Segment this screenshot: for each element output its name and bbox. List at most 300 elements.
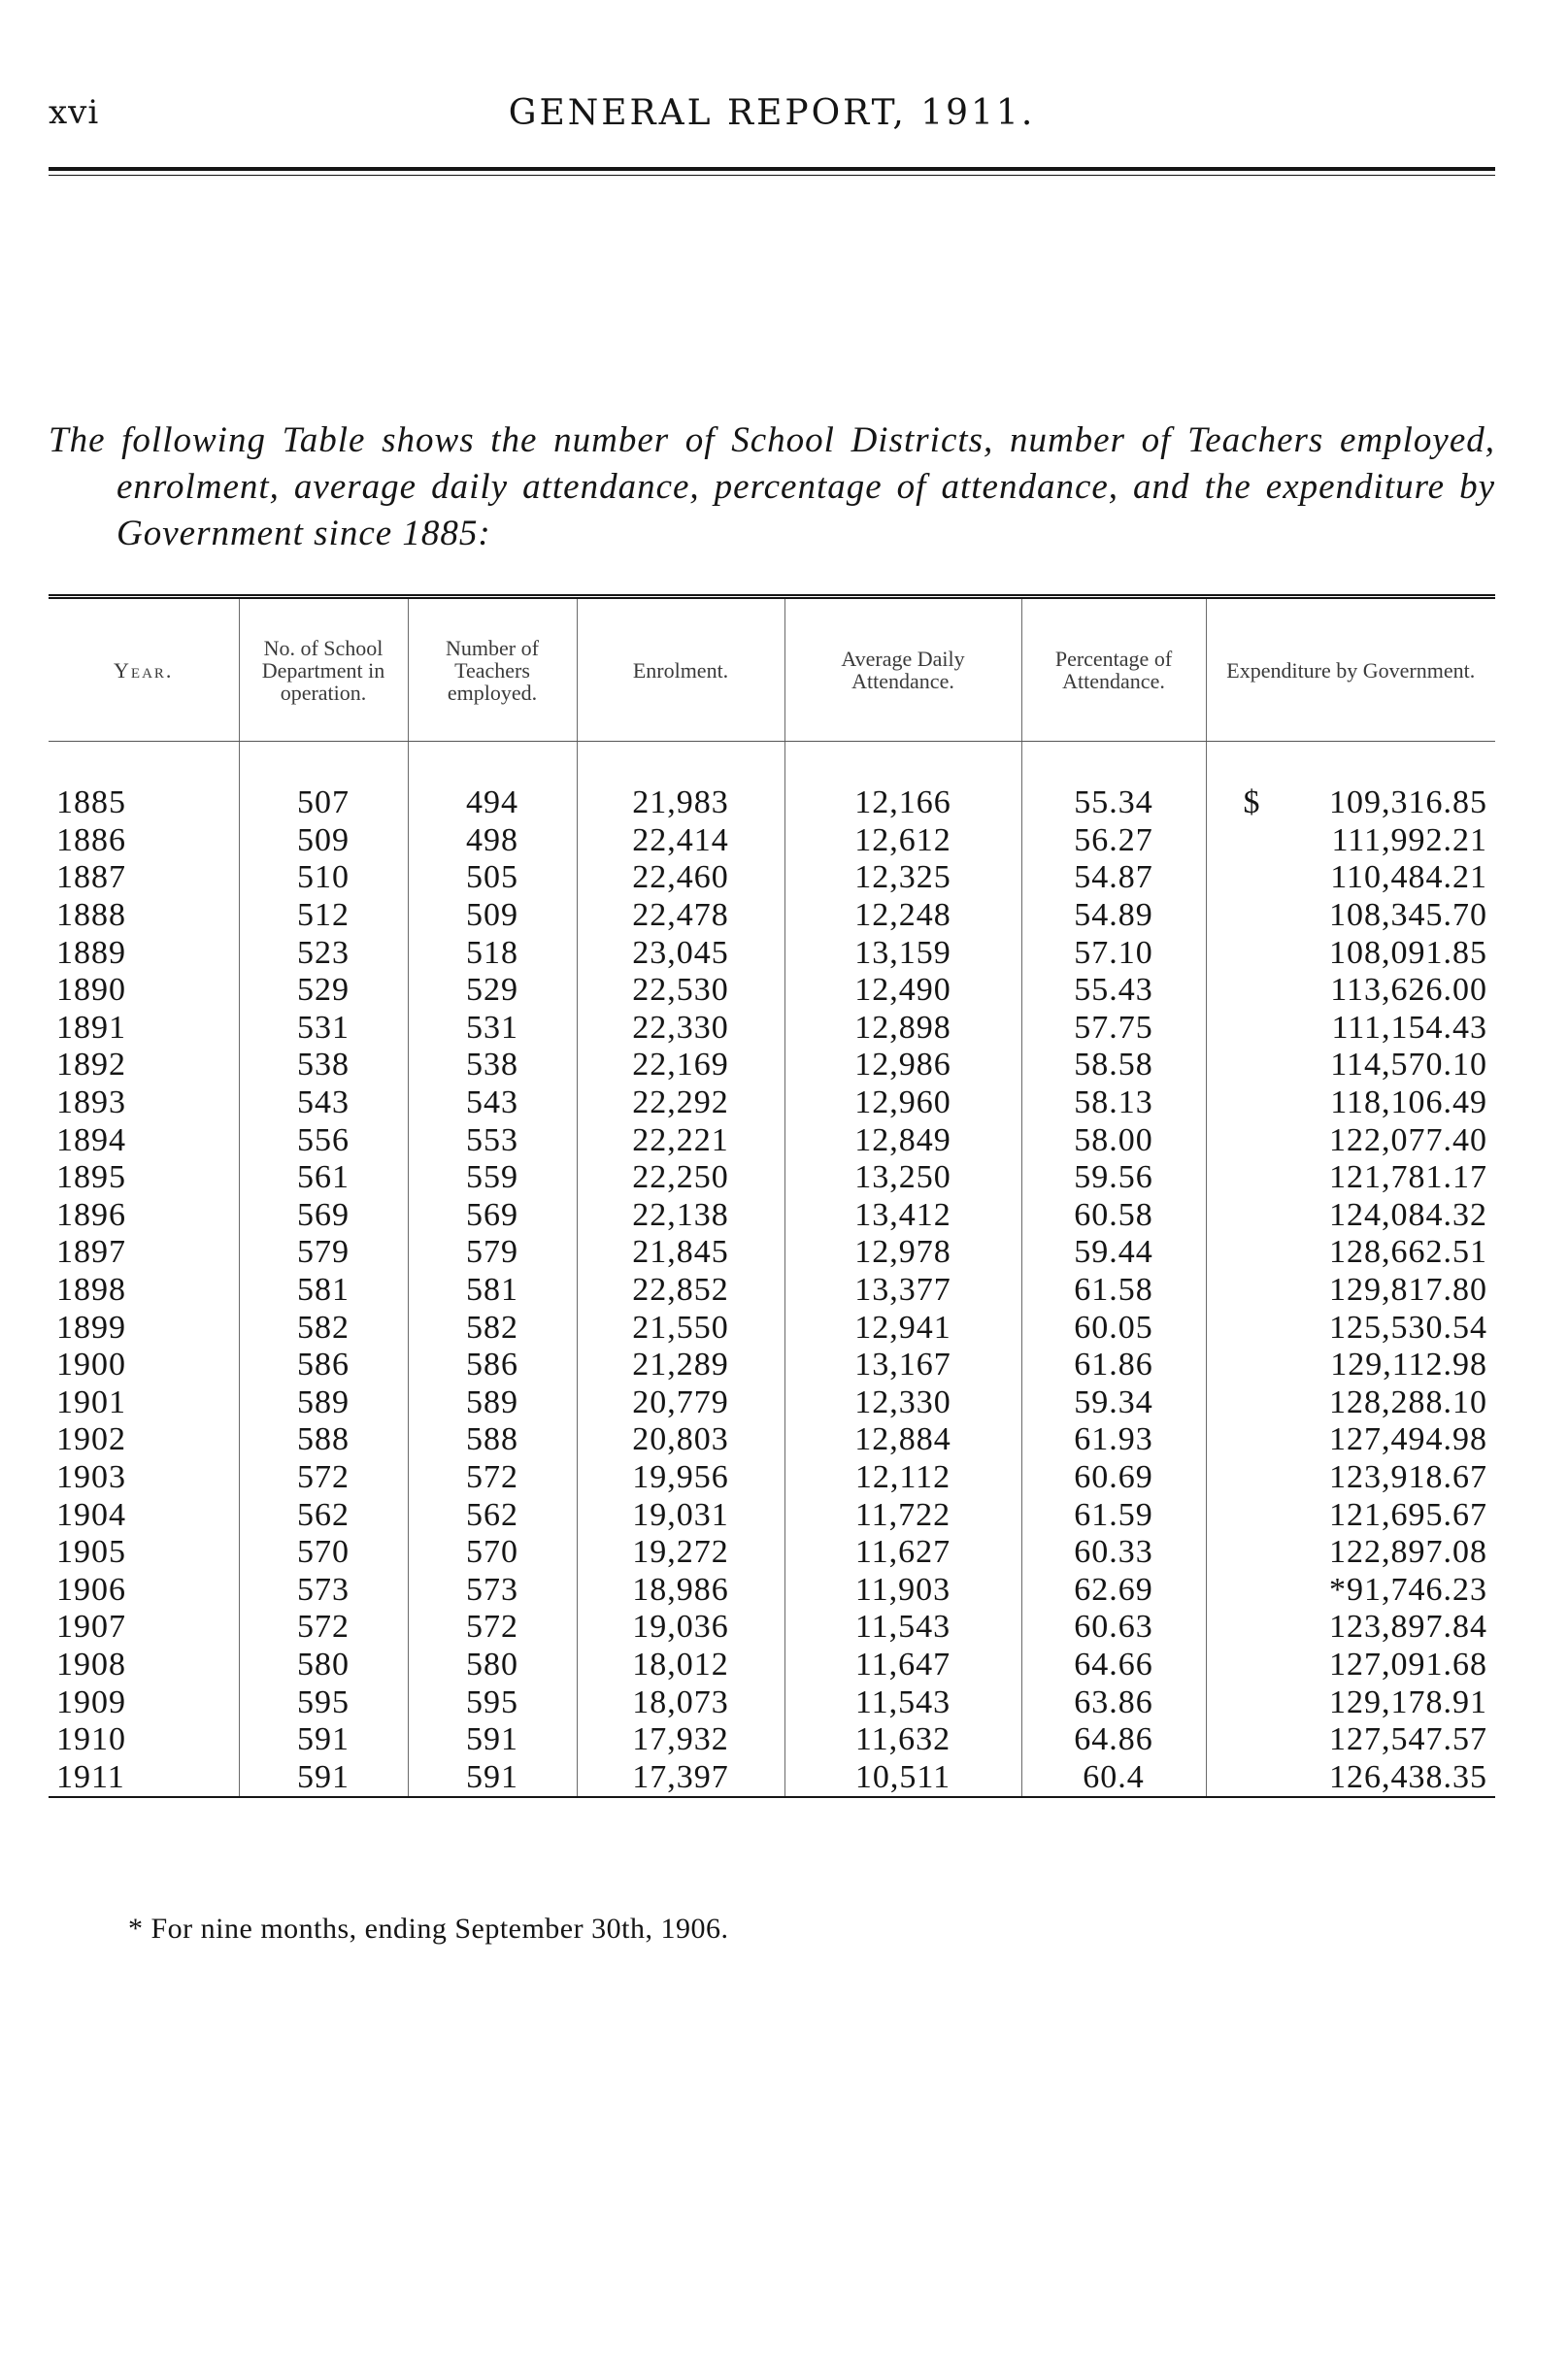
table-row: [49, 1272, 1495, 1310]
cell-departments: [239, 1758, 408, 1797]
cell-attendance: [784, 822, 1021, 860]
cell-value: 21,550: [632, 1309, 729, 1346]
cell-departments: [239, 1234, 408, 1272]
cell-value: 1902: [56, 1421, 126, 1458]
cell-value: 54.89: [1074, 897, 1153, 934]
cell-percentage: [1021, 897, 1206, 935]
cell-percentage: [1021, 1758, 1206, 1797]
cell-value: 17,397: [632, 1758, 729, 1795]
cell-enrolment: [577, 1384, 784, 1422]
cell-teachers: [408, 1347, 577, 1384]
cell-expenditure: [1206, 822, 1495, 860]
cell-value: 60.4: [1083, 1758, 1145, 1795]
cell-value: 11,647: [854, 1646, 951, 1683]
cell-value: 579: [466, 1234, 518, 1271]
cell-value: 1900: [56, 1347, 126, 1383]
cell-value: 63.86: [1074, 1683, 1153, 1720]
cell-value: 64.66: [1074, 1646, 1153, 1683]
cell-year: [49, 1496, 239, 1534]
cell-teachers: [408, 972, 577, 1010]
cell-value: 581: [297, 1272, 350, 1309]
table-row: [49, 1647, 1495, 1684]
cell-enrolment: [577, 1496, 784, 1534]
cell-value: 1889: [56, 934, 126, 971]
cell-value: 538: [297, 1047, 350, 1083]
cell-attendance: [784, 897, 1021, 935]
cell-departments: [239, 1010, 408, 1048]
cell-value: 19,036: [632, 1609, 729, 1646]
cell-value: 1903: [56, 1458, 126, 1495]
cell-value: 18,012: [632, 1646, 729, 1683]
cell-value: 1895: [56, 1159, 126, 1196]
cell-value: 562: [297, 1496, 350, 1533]
cell-percentage: [1021, 1084, 1206, 1122]
cell-value: 122,897.08: [1329, 1534, 1487, 1571]
cell-year: [49, 1309, 239, 1347]
cell-value: 12,941: [854, 1309, 951, 1346]
cell-value: 543: [466, 1084, 518, 1121]
cell-value: 1899: [56, 1309, 126, 1346]
cell-enrolment: [577, 1047, 784, 1084]
cell-expenditure: [1206, 1084, 1495, 1122]
cell-value: 60.58: [1074, 1196, 1153, 1233]
cell-enrolment: [577, 859, 784, 897]
cell-attendance: [784, 1047, 1021, 1084]
cell-value: 13,250: [854, 1159, 951, 1196]
cell-attendance: [784, 1609, 1021, 1647]
cell-value: 595: [297, 1683, 350, 1720]
cell-value: 59.56: [1074, 1159, 1153, 1196]
cell-value: 126,438.35: [1329, 1758, 1487, 1795]
cell-teachers: [408, 1047, 577, 1084]
cell-value: 570: [466, 1534, 518, 1571]
cell-value: 21,289: [632, 1347, 729, 1383]
cell-departments: [239, 742, 408, 822]
cell-value: 531: [297, 1009, 350, 1046]
cell-value: 127,091.68: [1329, 1646, 1487, 1683]
table-row: [49, 1010, 1495, 1048]
table-row: [49, 822, 1495, 860]
cell-departments: [239, 1159, 408, 1197]
cell-expenditure: [1206, 1571, 1495, 1609]
cell-value: 56.27: [1074, 821, 1153, 858]
cell-value: 572: [297, 1458, 350, 1495]
cell-value: 11,543: [854, 1683, 951, 1720]
cell-value: 531: [466, 1009, 518, 1046]
cell-value: 57.10: [1074, 934, 1153, 971]
cell-value: 55.34: [1074, 784, 1153, 821]
cell-expenditure: [1206, 972, 1495, 1010]
cell-enrolment: [577, 1010, 784, 1048]
cell-value: 22,221: [632, 1121, 729, 1158]
cell-departments: [239, 1121, 408, 1159]
cell-percentage: [1021, 1347, 1206, 1384]
cell-enrolment: [577, 1084, 784, 1122]
cell-percentage: [1021, 972, 1206, 1010]
cell-value: 12,330: [854, 1383, 951, 1420]
cell-value: 110,484.21: [1330, 859, 1487, 896]
cell-value: 128,662.51: [1329, 1234, 1487, 1271]
cell-value: 1893: [56, 1084, 126, 1121]
cell-value: 12,884: [854, 1421, 951, 1458]
cell-year: [49, 1384, 239, 1422]
cell-attendance: [784, 1121, 1021, 1159]
cell-teachers: [408, 859, 577, 897]
cell-percentage: [1021, 1609, 1206, 1647]
cell-departments: [239, 1084, 408, 1122]
cell-percentage: [1021, 934, 1206, 972]
cell-departments: [239, 1496, 408, 1534]
currency-symbol: $: [1243, 784, 1261, 821]
cell-expenditure: [1206, 1384, 1495, 1422]
cell-value: 121,781.17: [1329, 1159, 1487, 1196]
cell-departments: [239, 859, 408, 897]
cell-value: 18,073: [632, 1683, 729, 1720]
cell-year: [49, 1609, 239, 1647]
table-row: [49, 859, 1495, 897]
table-row: [49, 1384, 1495, 1422]
cell-value: 19,272: [632, 1534, 729, 1571]
cell-value: 582: [297, 1309, 350, 1346]
cell-expenditure: [1206, 1758, 1495, 1797]
table-row: [49, 1121, 1495, 1159]
cell-value: 553: [466, 1121, 518, 1158]
cell-teachers: [408, 1758, 577, 1797]
cell-expenditure: [1206, 1421, 1495, 1459]
cell-expenditure: [1206, 1197, 1495, 1235]
cell-year: [49, 1047, 239, 1084]
cell-attendance: [784, 1758, 1021, 1797]
cell-attendance: [784, 1721, 1021, 1759]
cell-teachers: [408, 1272, 577, 1310]
cell-percentage: [1021, 1683, 1206, 1721]
page-number: xvi: [49, 93, 100, 132]
cell-value: 19,956: [632, 1458, 729, 1495]
cell-value: 123,897.84: [1329, 1609, 1487, 1646]
cell-attendance: [784, 1496, 1021, 1534]
cell-value: 1887: [56, 859, 126, 896]
cell-value: 22,169: [632, 1047, 729, 1083]
cell-value: 572: [466, 1458, 518, 1495]
cell-departments: [239, 1571, 408, 1609]
cell-value: 113,626.00: [1330, 972, 1487, 1009]
cell-percentage: [1021, 1496, 1206, 1534]
cell-value: 129,112.98: [1330, 1347, 1487, 1383]
table-introduction: [49, 417, 1495, 557]
cell-value: 1890: [56, 972, 126, 1009]
cell-percentage: [1021, 1459, 1206, 1497]
cell-value: 124,084.32: [1329, 1196, 1487, 1233]
cell-value: 13,159: [854, 934, 951, 971]
table-row: [49, 897, 1495, 935]
cell-value: 22,852: [632, 1272, 729, 1309]
cell-value: 1906: [56, 1571, 126, 1608]
table-row: [49, 1309, 1495, 1347]
cell-attendance: [784, 1084, 1021, 1122]
cell-attendance: [784, 1647, 1021, 1684]
cell-value: 59.34: [1074, 1383, 1153, 1420]
table-row: [49, 1459, 1495, 1497]
cell-percentage: [1021, 859, 1206, 897]
cell-value: 60.33: [1074, 1534, 1153, 1571]
cell-enrolment: [577, 1758, 784, 1797]
cell-value: 22,250: [632, 1159, 729, 1196]
cell-expenditure: [1206, 1534, 1495, 1572]
cell-departments: [239, 1421, 408, 1459]
cell-value: 12,986: [854, 1047, 951, 1083]
cell-value: 122,077.40: [1329, 1121, 1487, 1158]
running-title: GENERAL REPORT, 1911.: [508, 93, 1036, 133]
cell-value: 20,803: [632, 1421, 729, 1458]
cell-percentage: [1021, 1197, 1206, 1235]
cell-enrolment: [577, 1571, 784, 1609]
table-row: [49, 1084, 1495, 1122]
cell-value: 1885: [56, 784, 126, 821]
cell-value: 22,330: [632, 1009, 729, 1046]
cell-value: 1894: [56, 1121, 126, 1158]
cell-value: 61.59: [1074, 1496, 1153, 1533]
table-row: [49, 1609, 1495, 1647]
cell-value: 1909: [56, 1683, 126, 1720]
table-body: [49, 742, 1495, 1798]
cell-value: 18,986: [632, 1571, 729, 1608]
cell-expenditure: [1206, 934, 1495, 972]
cell-attendance: [784, 1197, 1021, 1235]
cell-enrolment: [577, 1234, 784, 1272]
introduction-text: The following Table shows the number of School Districts, number of Teachers employed, enrolment, average daily attendance, percentage of attendance, and the expenditure by Government since 1885:: [49, 420, 1495, 553]
cell-departments: [239, 1459, 408, 1497]
cell-expenditure: [1206, 1721, 1495, 1759]
cell-value: 1892: [56, 1047, 126, 1083]
cell-value: 11,632: [854, 1721, 951, 1758]
cell-expenditure: [1206, 1609, 1495, 1647]
cell-attendance: [784, 1421, 1021, 1459]
cell-enrolment: [577, 1683, 784, 1721]
cell-value: 123,918.67: [1329, 1458, 1487, 1495]
cell-value: 591: [297, 1721, 350, 1758]
table-row: [49, 1047, 1495, 1084]
cell-attendance: [784, 934, 1021, 972]
cell-teachers: [408, 1683, 577, 1721]
cell-value: 129,817.80: [1329, 1272, 1487, 1309]
cell-departments: [239, 1683, 408, 1721]
cell-value: 1910: [56, 1721, 126, 1758]
cell-value: 581: [466, 1272, 518, 1309]
cell-value: *91,746.23: [1329, 1571, 1487, 1608]
cell-value: 12,490: [854, 972, 951, 1009]
cell-value: 570: [297, 1534, 350, 1571]
cell-year: [49, 742, 239, 822]
table-row: [49, 1683, 1495, 1721]
cell-value: 109,316.85: [1329, 784, 1487, 821]
cell-value: 591: [466, 1721, 518, 1758]
cell-value: 64.86: [1074, 1721, 1153, 1758]
cell-year: [49, 897, 239, 935]
cell-percentage: [1021, 1272, 1206, 1310]
cell-value: 1886: [56, 821, 126, 858]
cell-teachers: [408, 1234, 577, 1272]
cell-value: 23,045: [632, 934, 729, 971]
cell-value: 512: [297, 897, 350, 934]
cell-teachers: [408, 1197, 577, 1235]
cell-value: 538: [466, 1047, 518, 1083]
cell-value: 569: [297, 1196, 350, 1233]
cell-year: [49, 1347, 239, 1384]
cell-value: 1911: [56, 1758, 125, 1795]
cell-value: 125,530.54: [1329, 1309, 1487, 1346]
cell-value: 61.58: [1074, 1272, 1153, 1309]
cell-value: 507: [297, 784, 350, 821]
cell-value: 22,138: [632, 1196, 729, 1233]
cell-value: 12,898: [854, 1009, 951, 1046]
cell-value: 58.13: [1074, 1084, 1153, 1121]
cell-value: 529: [466, 972, 518, 1009]
cell-value: 60.05: [1074, 1309, 1153, 1346]
column-header-departments: No. of School Department in operation.: [239, 597, 408, 742]
cell-year: [49, 1683, 239, 1721]
cell-value: 22,478: [632, 897, 729, 934]
table-row: [49, 972, 1495, 1010]
table-row: [49, 1159, 1495, 1197]
cell-percentage: [1021, 1121, 1206, 1159]
cell-value: 60.69: [1074, 1458, 1153, 1495]
cell-year: [49, 1197, 239, 1235]
cell-attendance: [784, 972, 1021, 1010]
cell-year: [49, 1534, 239, 1572]
cell-expenditure: [1206, 1309, 1495, 1347]
cell-value: 13,412: [854, 1196, 951, 1233]
cell-value: 22,292: [632, 1084, 729, 1121]
cell-value: 61.86: [1074, 1347, 1153, 1383]
table-row: [49, 1571, 1495, 1609]
cell-value: 510: [297, 859, 350, 896]
cell-year: [49, 1647, 239, 1684]
cell-value: 1907: [56, 1609, 126, 1646]
cell-value: 12,978: [854, 1234, 951, 1271]
header-rule-thick: [49, 167, 1495, 171]
cell-value: 1905: [56, 1534, 126, 1571]
table-row: [49, 1534, 1495, 1572]
cell-departments: [239, 1534, 408, 1572]
cell-value: 11,903: [854, 1571, 951, 1608]
cell-value: 588: [466, 1421, 518, 1458]
cell-value: 580: [297, 1646, 350, 1683]
cell-value: 12,166: [854, 784, 951, 821]
cell-value: 11,722: [854, 1496, 951, 1533]
cell-teachers: [408, 1721, 577, 1759]
cell-year: [49, 1084, 239, 1122]
cell-value: 588: [297, 1421, 350, 1458]
cell-departments: [239, 1609, 408, 1647]
cell-value: 121,695.67: [1329, 1496, 1487, 1533]
cell-value: 572: [466, 1609, 518, 1646]
cell-attendance: [784, 1683, 1021, 1721]
cell-value: 498: [466, 821, 518, 858]
cell-value: 128,288.10: [1329, 1383, 1487, 1420]
cell-teachers: [408, 1421, 577, 1459]
cell-enrolment: [577, 1721, 784, 1759]
cell-value: 559: [466, 1159, 518, 1196]
table-row: [49, 1758, 1495, 1797]
cell-value: 12,849: [854, 1121, 951, 1158]
cell-percentage: [1021, 1571, 1206, 1609]
cell-percentage: [1021, 822, 1206, 860]
cell-expenditure: [1206, 1459, 1495, 1497]
cell-value: 573: [297, 1571, 350, 1608]
cell-enrolment: [577, 1347, 784, 1384]
table-row: [49, 1234, 1495, 1272]
cell-percentage: [1021, 1384, 1206, 1422]
cell-year: [49, 1121, 239, 1159]
cell-value: 21,983: [632, 784, 729, 821]
cell-departments: [239, 897, 408, 935]
cell-value: 11,543: [854, 1609, 951, 1646]
cell-year: [49, 1234, 239, 1272]
cell-value: 518: [466, 934, 518, 971]
cell-year: [49, 1459, 239, 1497]
cell-enrolment: [577, 897, 784, 935]
cell-expenditure: [1206, 1683, 1495, 1721]
cell-value: 1898: [56, 1272, 126, 1309]
cell-percentage: [1021, 742, 1206, 822]
cell-teachers: [408, 1534, 577, 1572]
cell-value: 573: [466, 1571, 518, 1608]
cell-teachers: [408, 1084, 577, 1122]
cell-teachers: [408, 897, 577, 935]
cell-departments: [239, 822, 408, 860]
header-rule-thin: [49, 175, 1495, 176]
cell-teachers: [408, 742, 577, 822]
cell-value: 12,960: [854, 1084, 951, 1121]
cell-value: 589: [297, 1383, 350, 1420]
cell-teachers: [408, 1609, 577, 1647]
column-header-percentage: Percentage of Attendance.: [1021, 597, 1206, 742]
cell-enrolment: [577, 1647, 784, 1684]
cell-enrolment: [577, 1272, 784, 1310]
cell-attendance: [784, 1384, 1021, 1422]
cell-departments: [239, 1384, 408, 1422]
cell-value: 54.87: [1074, 859, 1153, 896]
cell-value: 572: [297, 1609, 350, 1646]
cell-value: 108,091.85: [1329, 934, 1487, 971]
cell-percentage: [1021, 1721, 1206, 1759]
cell-departments: [239, 1721, 408, 1759]
column-header-teachers: Number of Teachers employed.: [408, 597, 577, 742]
cell-value: 591: [297, 1758, 350, 1795]
cell-expenditure: [1206, 1347, 1495, 1384]
cell-value: 55.43: [1074, 972, 1153, 1009]
cell-value: 580: [466, 1646, 518, 1683]
cell-percentage: [1021, 1010, 1206, 1048]
cell-value: 569: [466, 1196, 518, 1233]
cell-value: 579: [297, 1234, 350, 1271]
cell-value: 59.44: [1074, 1234, 1153, 1271]
cell-enrolment: [577, 1309, 784, 1347]
cell-value: 111,992.21: [1331, 821, 1487, 858]
cell-teachers: [408, 1159, 577, 1197]
table-row: [49, 1496, 1495, 1534]
cell-value: 58.58: [1074, 1047, 1153, 1083]
cell-value: 129,178.91: [1329, 1683, 1487, 1720]
cell-departments: [239, 1272, 408, 1310]
cell-attendance: [784, 1571, 1021, 1609]
cell-value: 586: [297, 1347, 350, 1383]
cell-enrolment: [577, 742, 784, 822]
cell-departments: [239, 1309, 408, 1347]
cell-departments: [239, 1647, 408, 1684]
footnote: * For nine months, ending September 30th, 1906.: [128, 1913, 729, 1945]
cell-value: 1888: [56, 897, 126, 934]
